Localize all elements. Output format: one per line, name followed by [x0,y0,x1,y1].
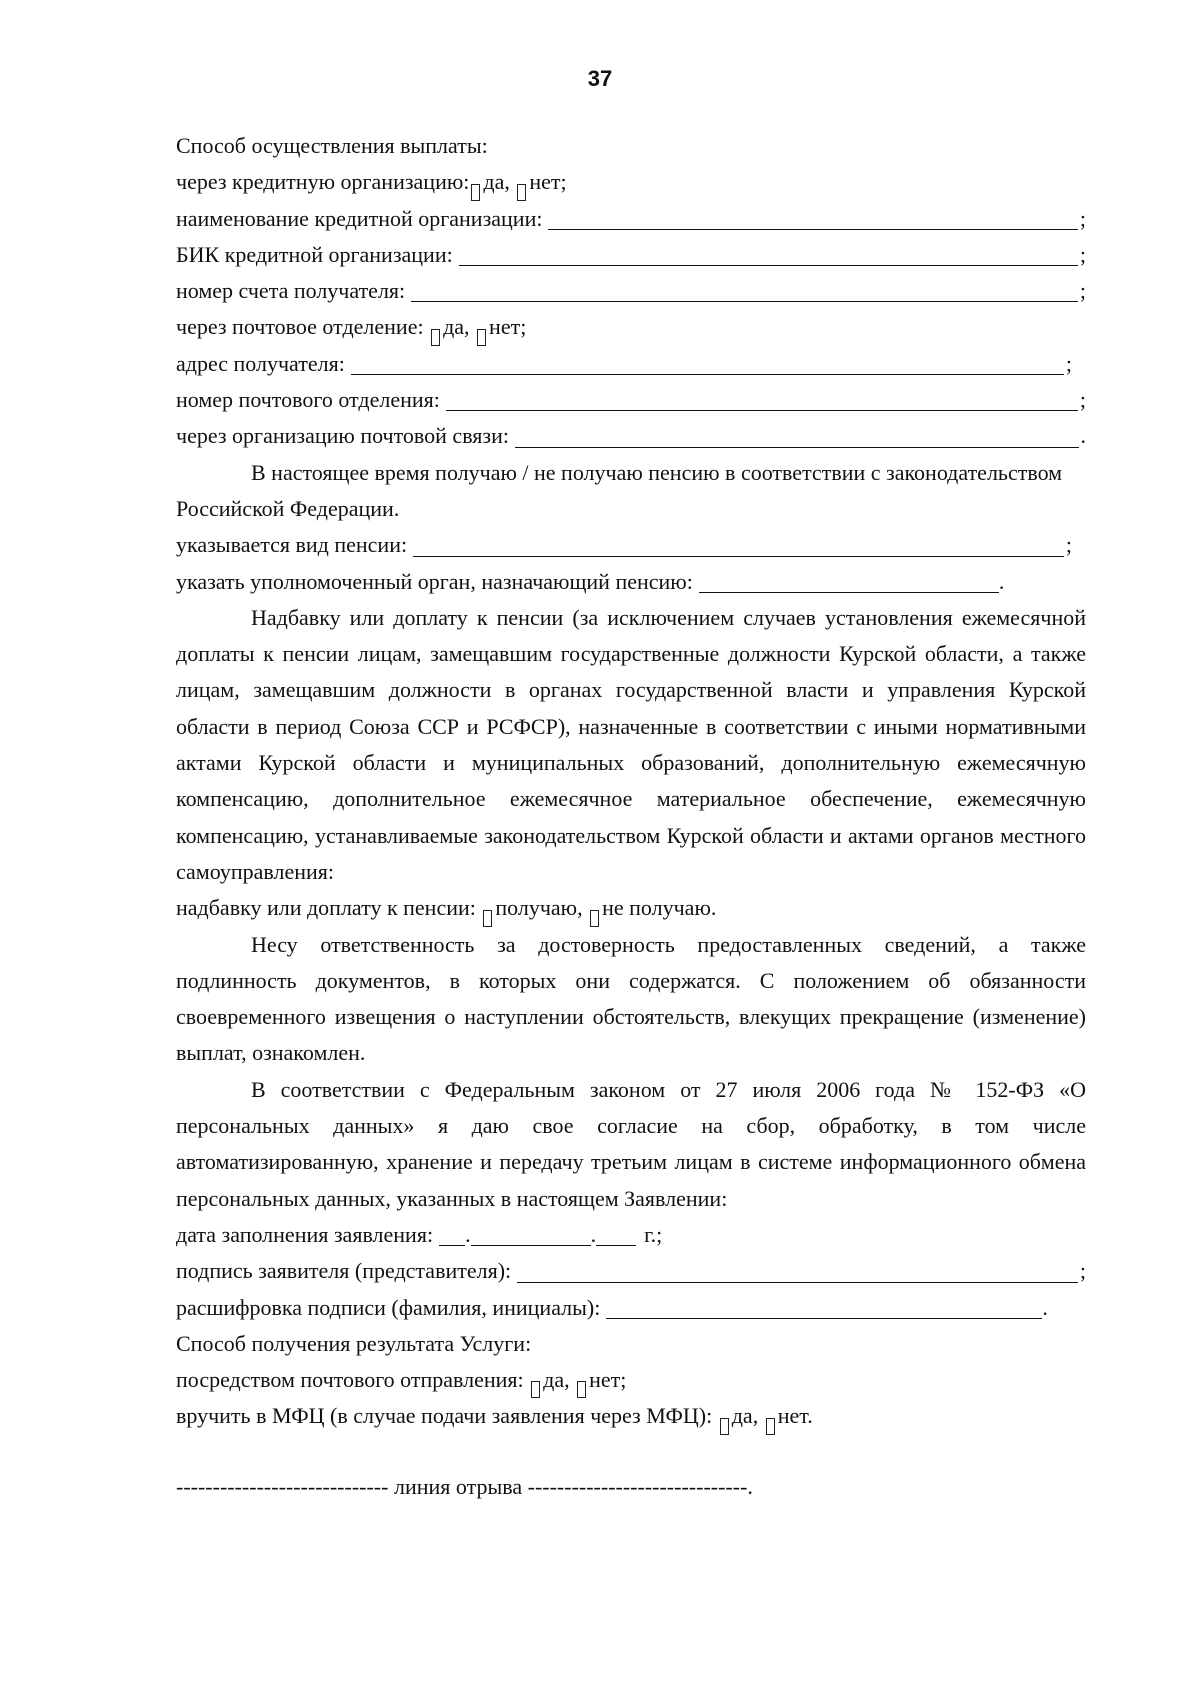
mail-choice [176,1362,1086,1398]
supplement-receive-checkbox[interactable] [483,910,492,927]
supplement-choice [176,890,1086,926]
post-office-number-label: номер почтового отделения: [176,387,440,413]
bik-row [176,237,1086,273]
post-office-choice-label: через почтовое отделение: [176,314,424,340]
account-field[interactable] [411,301,1078,302]
mail-yes-label: да, [543,1367,570,1393]
payment-method-title [176,128,1086,164]
pension-type-label: указывается вид пенсии: [176,532,408,558]
payment-method-title-text: Способ осуществления выплаты: [176,133,488,158]
responsibility-paragraph: Несу ответственность за достоверность предоставленных сведений, а также подлинность документов, в которых они содержатся. С положением об обязанности своевременного извещения о наступлении обстоятельств, влекущих прекращение (изменение) выплат, ознакомлен. [176,931,1086,1066]
credit-org-no-checkbox[interactable] [517,184,526,201]
account-row [176,273,1086,309]
signature-label: подпись заявителя (представителя): [176,1258,512,1284]
supplement-choice-label: надбавку или доплату к пенсии: [176,895,476,921]
supplement-not-receive-checkbox[interactable] [590,910,599,927]
credit-org-choice [176,164,1086,200]
account-label: номер счета получателя: [176,278,406,304]
signature-decode-end: . [1042,1294,1048,1320]
pension-paragraph: В настоящее время получаю / не получаю пенсию в соответствии с законодательством Российской Федерации. [176,459,1063,521]
credit-org-yes-label: да, [483,169,510,195]
supplement-paragraph: Надбавку или доплату к пенсии (за исключением случаев установления ежемесячной доплаты к пенсии лицам, замещавшим государственные должности Курской области, а также лицам, замещавшим должности в органах государственной власти и управления Курской области в период Союза ССР и РСФСР), назначенные в соответствии с иными нормативными актами Курской области и муниципальных образований, дополнительную ежемесячную компенсацию, дополнительное ежемесячное материальное обеспечение, ежемесячную компенсацию, устанавливаемые законодательством Курской области и актами органов местного самоуправления: [176,604,1086,884]
bik-field[interactable] [459,265,1078,266]
postal-org-field[interactable] [515,447,1079,448]
post-office-number-end: ; [1079,387,1086,413]
post-office-no-label: нет; [489,314,527,340]
signature-end: ; [1079,1258,1086,1284]
supplement-receive-label: получаю, [495,895,583,921]
date-month-field[interactable] [471,1245,591,1246]
signature-row [176,1253,1086,1289]
recipient-address-end: ; [1065,350,1072,376]
mail-yes-checkbox[interactable] [531,1381,540,1398]
pension-authority-row [176,564,1086,600]
mail-no-checkbox[interactable] [577,1381,586,1398]
page-number: 37 [587,66,613,91]
post-office-yes-checkbox[interactable] [431,329,440,346]
bik-end: ; [1079,241,1086,267]
date-year-field[interactable] [596,1245,636,1246]
signature-field[interactable] [517,1282,1078,1283]
postal-org-row [176,418,1086,454]
pension-authority-label: указать уполномоченный орган, назначающий пенсию: [176,568,693,594]
date-label: дата заполнения заявления: [176,1221,434,1247]
postal-org-label: через организацию почтовой связи: [176,423,509,449]
credit-org-name-end: ; [1079,205,1086,231]
recipient-address-label: адрес получателя: [176,350,345,376]
credit-org-name-row [176,201,1086,237]
credit-org-name-field[interactable] [548,229,1077,230]
mfc-choice-label: вручить в МФЦ (в случае подачи заявления через МФЦ): [176,1403,713,1429]
mfc-yes-checkbox[interactable] [720,1418,729,1435]
post-office-number-field[interactable] [446,410,1078,411]
post-office-no-checkbox[interactable] [477,329,486,346]
mfc-no-label: нет. [777,1403,813,1429]
supplement-not-receive-label: не получаю. [602,895,717,921]
post-office-yes-label: да, [443,314,470,340]
result-title-text: Способ получения результата Услуги: [176,1330,532,1356]
post-office-choice [176,309,1086,345]
mfc-no-checkbox[interactable] [766,1418,775,1435]
signature-decode-field[interactable] [606,1318,1042,1319]
mail-choice-label: посредством почтового отправления: [176,1367,524,1393]
post-office-number-row [176,382,1086,418]
signature-decode-row [176,1290,1086,1326]
tear-off-line: ----------------------------- линия отрыва ------------------------------. [176,1474,753,1499]
result-title [176,1326,1086,1362]
date-dot-1: . [465,1221,471,1247]
pension-type-end: ; [1065,532,1072,558]
pension-authority-end: . [998,568,1005,594]
recipient-address-row [176,346,1072,382]
date-year-suffix: г.; [644,1221,663,1247]
pension-authority-field[interactable] [699,592,999,593]
pension-type-row [176,527,1072,563]
date-row [176,1217,1086,1253]
mfc-yes-label: да, [731,1403,759,1429]
credit-org-choice-label: через кредитную организацию: [176,169,470,195]
postal-org-end: . [1080,423,1086,449]
date-dot-2: . [590,1221,597,1247]
recipient-address-field[interactable] [351,374,1064,375]
pension-type-field[interactable] [413,556,1064,557]
credit-org-yes-checkbox[interactable] [471,184,480,201]
application-form [176,128,1086,1435]
date-day-field[interactable] [439,1245,465,1246]
signature-decode-label: расшифровка подписи (фамилия, инициалы): [176,1294,601,1320]
credit-org-name-label: наименование кредитной организации: [176,205,543,231]
credit-org-no-label: нет; [529,169,567,195]
bik-label: БИК кредитной организации: [176,241,453,267]
mail-no-label: нет; [589,1367,627,1393]
account-end: ; [1079,278,1086,304]
mfc-choice [176,1398,1086,1434]
consent-paragraph: В соответствии с Федеральным законом от 27 июля 2006 года № 152-ФЗ «О персональных данных» я даю свое согласие на сбор, обработку, в том числе автоматизированную, хранение и передачу третьим лицам в системе информационного обмена персональных данных, указанных в настоящем Заявлении: [176,1076,1086,1211]
